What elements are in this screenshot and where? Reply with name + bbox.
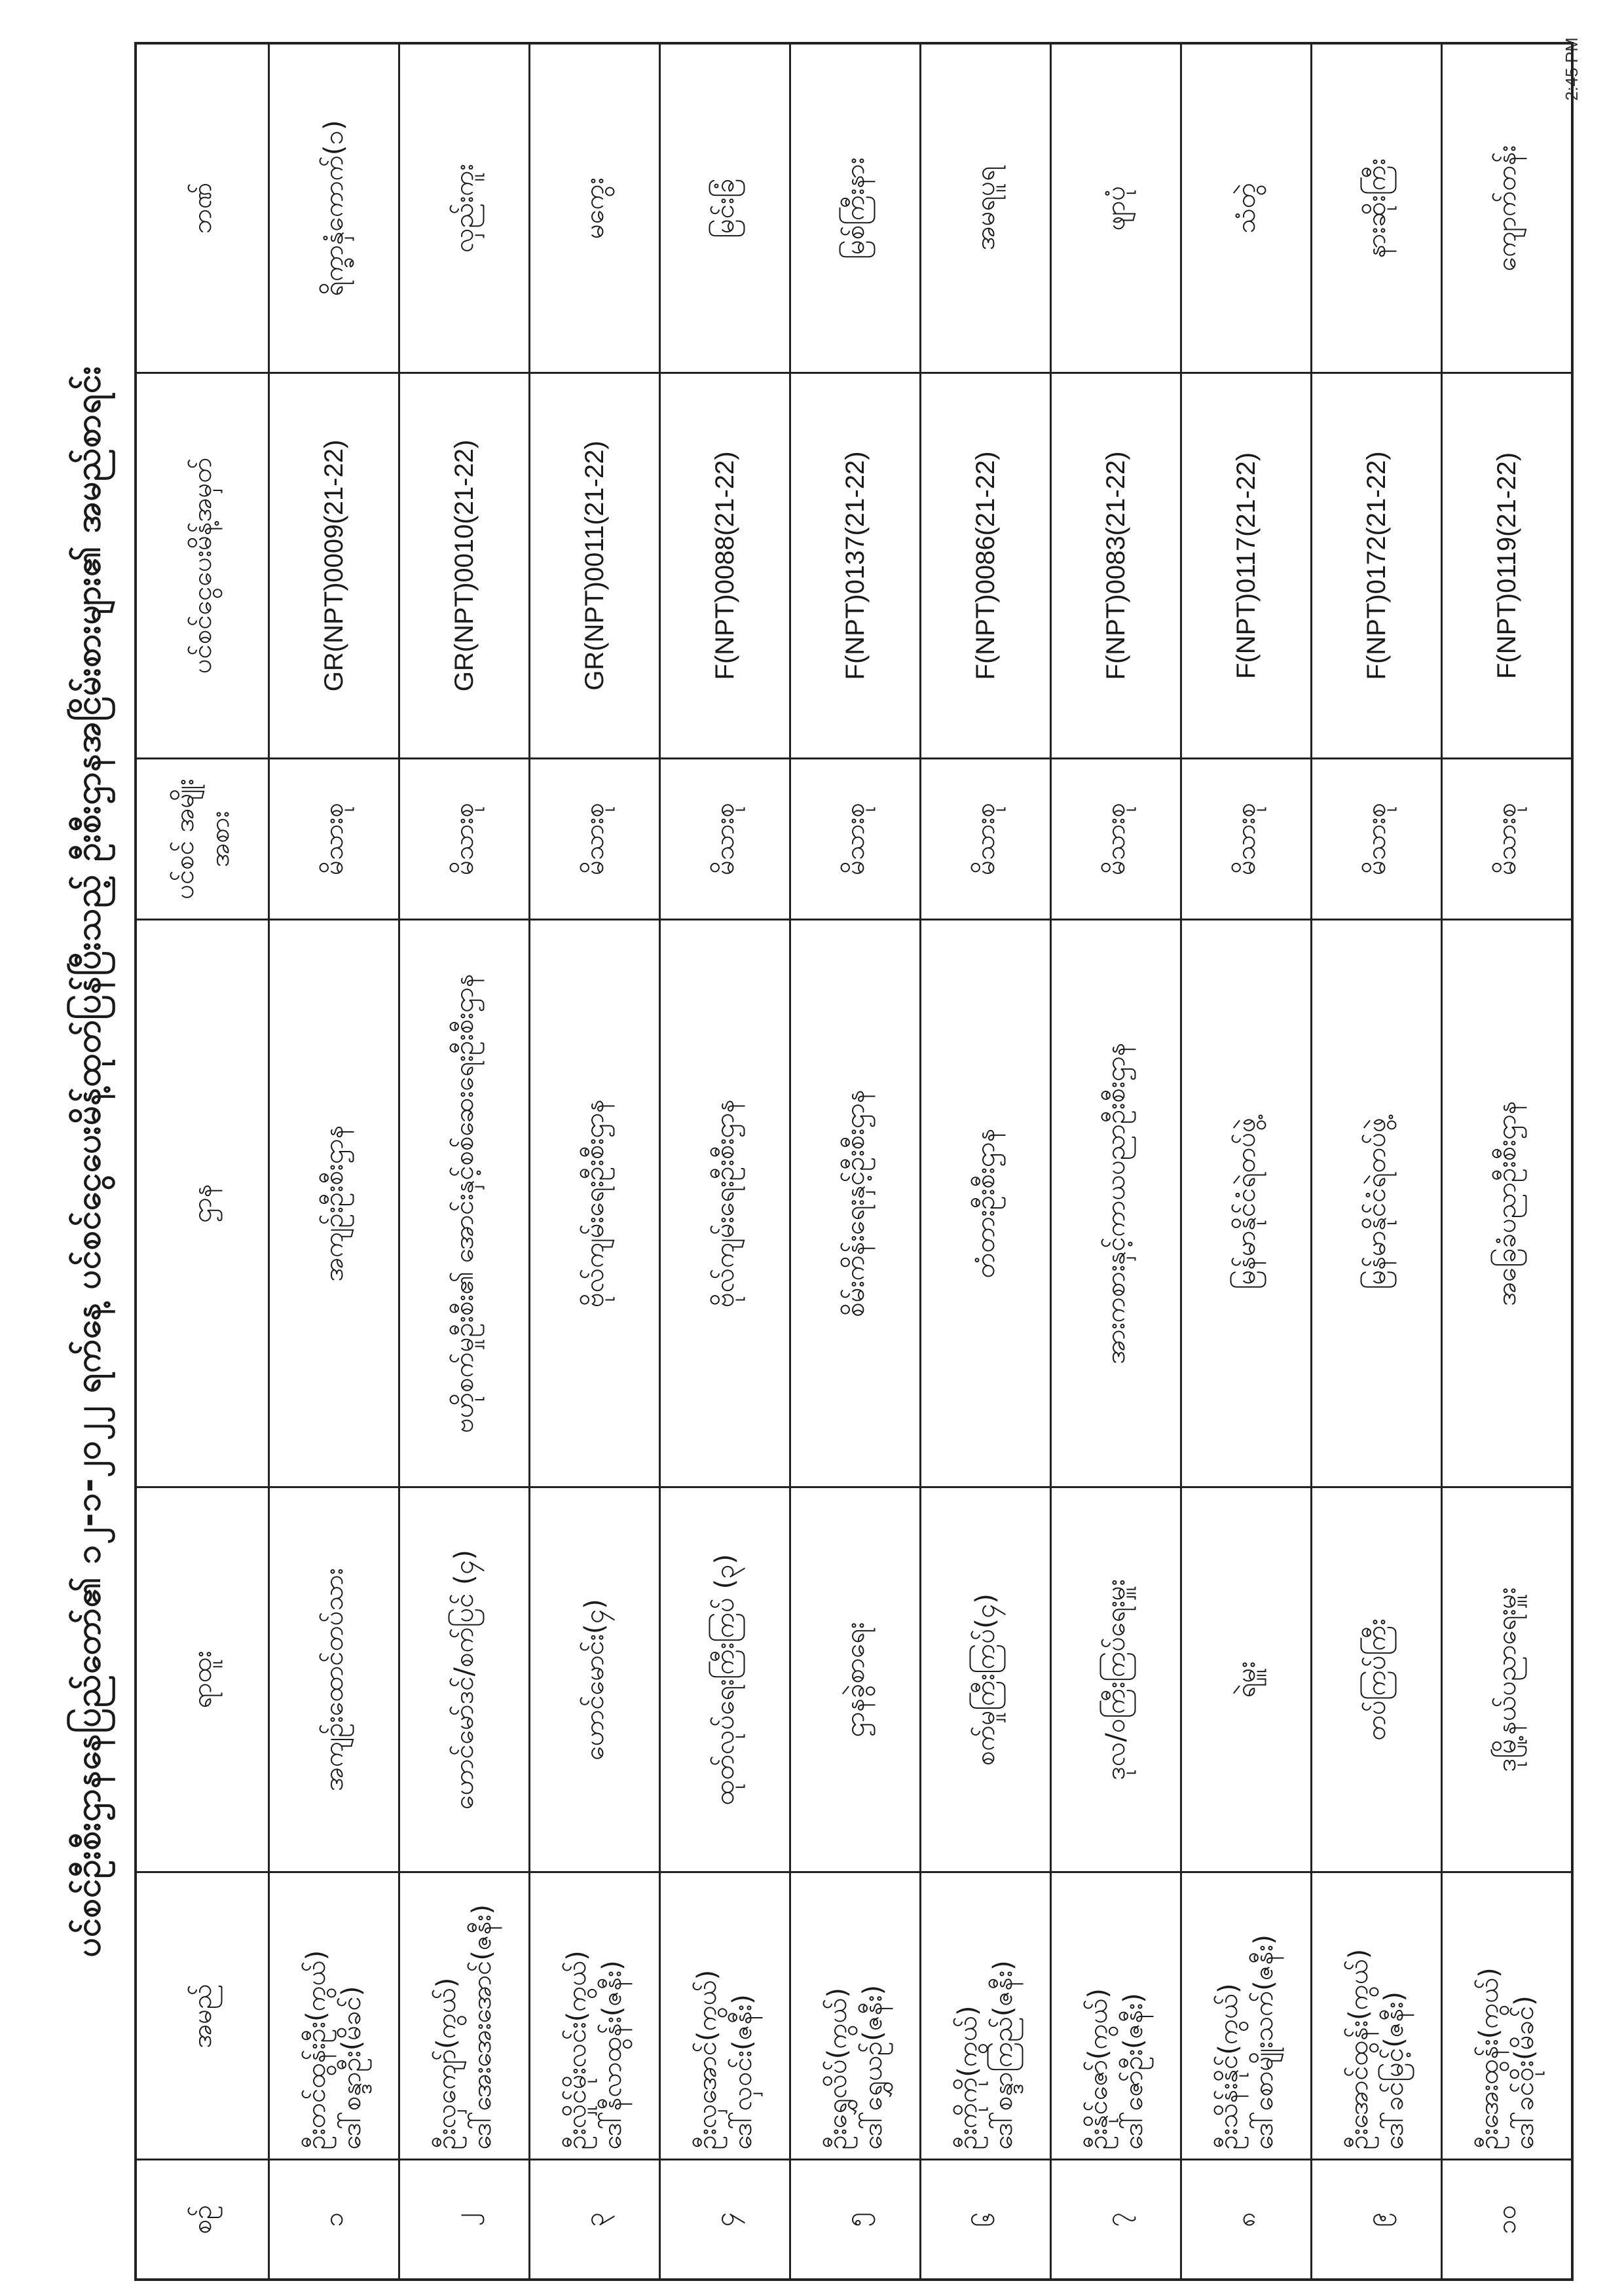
cell-type: မိသားစု xyxy=(530,758,660,920)
cell-rank: တပ်ကြပ်ကြီး xyxy=(1312,1487,1442,1872)
cell-no: ၄ xyxy=(660,2159,790,2279)
table-row xyxy=(790,43,921,2280)
header-dept: ဌာန xyxy=(136,919,269,1486)
cell-no: ၅ xyxy=(790,2159,921,2279)
cell-place: သံတွဲ xyxy=(1181,43,1312,373)
cell-dept: မြန်မာနိုင်ငံရဲတပ်ဖွဲ့ xyxy=(1312,919,1442,1486)
name-primary: ဦးရွှေလိပ်(ကွယ်) xyxy=(822,1987,853,2149)
cell-dept: အားကစားနှင့်ကာယပညာဦးစီးဌာန xyxy=(1051,919,1181,1486)
name-primary: ဦးလှိုင်မိုးလင်း(ကွယ်) xyxy=(562,1950,592,2149)
cell-name xyxy=(660,1872,790,2159)
cell-reg: F(NPT)0137(21-22) xyxy=(790,373,921,758)
cell-place: မကွေး xyxy=(530,43,660,373)
cell-place: ကျောက်တန်း xyxy=(1442,43,1573,373)
cell-type: မိသားစု xyxy=(1312,758,1442,920)
cell-rank: ဌာနခွဲစာရေး xyxy=(790,1487,921,1872)
cell-rank: ထုတ်လုပ်ရေးကြီးကြပ် (၃) xyxy=(660,1487,790,1872)
cell-place: နားဆိုးကြီး xyxy=(1312,43,1442,373)
cell-no: ၁၀ xyxy=(1442,2159,1573,2279)
cell-place: ဖျာပုံ xyxy=(1051,43,1181,373)
header-name: အမည် xyxy=(136,1872,269,2159)
name-secondary: ဒေါ်စန္ဒာကြည်(ဇနီး) xyxy=(988,1959,1018,2149)
cell-reg: F(NPT)0172(21-22) xyxy=(1312,373,1442,758)
cell-reg: F(NPT)0119(21-22) xyxy=(1442,373,1573,758)
name-secondary: ဒေါ်ဇော်ဦး(ဇနီး) xyxy=(1118,1992,1149,2149)
table-row xyxy=(660,43,790,2280)
name-secondary: ဒေါ်အေးအေးအောင်(ဇနီး) xyxy=(467,1904,497,2149)
cell-no: ၉ xyxy=(1312,2159,1442,2279)
name-secondary: ဒေါ်ခင်ဝိုး(မိခင်) xyxy=(1509,1995,1540,2149)
header-place: ဘဏ် xyxy=(136,43,269,373)
cell-dept: အကျဉ်းဦးစီးဌာန xyxy=(269,919,399,1486)
cell-place: ရိက္ခာနှံကောက်(၁) xyxy=(269,43,399,373)
cell-rank: အကျဉ်းထောင်တပ်သား xyxy=(269,1487,399,1872)
table-row xyxy=(530,43,660,2280)
cell-reg: GR(NPT)0010(21-22) xyxy=(399,373,530,758)
table-row xyxy=(1181,43,1312,2280)
table-row xyxy=(1312,43,1442,2280)
cell-type: မိသားစု xyxy=(660,758,790,920)
name-primary: ဦးအောင်ထွန်း(ကွယ်) xyxy=(1344,1948,1374,2149)
cell-type: မိသားစု xyxy=(1181,758,1312,920)
table-row xyxy=(1442,43,1573,2280)
name-primary: ဦးနိုင်ဇော်(ကွယ်) xyxy=(1083,1988,1113,2149)
cell-type: မိသားစု xyxy=(921,758,1051,920)
name-primary: ဦးအေးထွန်း(ကွယ်) xyxy=(1474,1967,1504,2149)
cell-name xyxy=(1442,1872,1573,2159)
cell-type: မိသားစု xyxy=(790,758,921,920)
rotated-document xyxy=(49,42,1608,2281)
cell-name xyxy=(790,1872,921,2159)
header-reg: ပင်စင်ငွေပေးမိန့်အမှတ် xyxy=(136,373,269,758)
header-rank: ရာထူး xyxy=(136,1487,269,1872)
name-secondary: ဒေါ်ခင်မြင့်(ဇနီး) xyxy=(1379,1991,1409,2149)
cell-type: မိသားစု xyxy=(399,758,530,920)
cell-dept: ဗဟိုစက်မှုဦးစီး၏ အောင်းနှင့်စစ်ဆေးရေးဦးစီးဌာန xyxy=(399,919,530,1486)
cell-reg: GR(NPT)0009(21-22) xyxy=(269,373,399,758)
table-row xyxy=(921,43,1051,2280)
cell-reg: F(NPT)0083(21-22) xyxy=(1051,373,1181,758)
cell-place: အမရပူရ xyxy=(921,43,1051,373)
name-primary: ဦးလှအောင်(ကွယ်) xyxy=(692,1969,722,2149)
name-secondary: ဒေါ်နီလာထွန်း(ဇနီး) xyxy=(597,1959,627,2149)
cell-no: ၆ xyxy=(921,2159,1051,2279)
cell-reg: F(NPT)0117(21-22) xyxy=(1181,373,1312,758)
header-no: စဉ် xyxy=(136,2159,269,2279)
cell-name xyxy=(921,1872,1051,2159)
cell-type: မိသားစု xyxy=(1051,758,1181,920)
table-row xyxy=(399,43,530,2280)
pension-table xyxy=(134,42,1574,2281)
cell-dept: မြန်မာနိုင်ငံရဲတပ်ဖွဲ့ xyxy=(1181,919,1312,1486)
table-row xyxy=(269,43,399,2280)
cell-no: ၇ xyxy=(1051,2159,1181,2279)
timestamp-text: 2:45 PM xyxy=(1561,37,1581,101)
cell-place: မြင်းခြံ xyxy=(660,43,790,373)
document-title: ပင်စင်ဦးစီးဌာနနေပြည်တော်၏ ၁၂-၁-၂၀၂၂ ရက်နေ့ ပင်စင်ငွေပေးမိန့်ထုတ်ပြန်ပြီးသည့် ဦးစီးဌာနအငြိမ်းစားများ၏ အမည်စာရင်း xyxy=(69,365,108,1958)
name-secondary: ဒေါ်စောမျိုးသက်(ဇနီး) xyxy=(1249,1934,1279,2149)
cell-dept: ဗိုလ်ကျမ်းရေးဦးစီးဌာန xyxy=(660,919,790,1486)
cell-reg: F(NPT)0086(21-22) xyxy=(921,373,1051,758)
cell-type: မိသားစု xyxy=(1442,758,1573,920)
cell-rank: ဒုမြို့နယ်ပညာရေးမှူး xyxy=(1442,1487,1573,1872)
cell-no: ၁ xyxy=(269,2159,399,2279)
cell-reg: GR(NPT)0011(21-22) xyxy=(530,373,660,758)
cell-rank: ဒုလ/ဝကြီးကြပ်ရေးမှူး xyxy=(1051,1487,1181,1872)
cell-rank: ဟောင်မော်ဒင်/စက်ပြင် (၄) xyxy=(399,1487,530,1872)
cell-place: မြစ်ကြီးနား xyxy=(790,43,921,373)
name-secondary: ဒေါ်ရွှေယဉ်(ဇနီး) xyxy=(858,1984,888,2149)
cell-reg: F(NPT)0088(21-22) xyxy=(660,373,790,758)
cell-type: မိသားစု xyxy=(269,758,399,920)
table-header-row xyxy=(136,43,269,2280)
name-primary: ဦးသိန်းနိုင်(ကွယ်) xyxy=(1213,1982,1244,2149)
cell-no: ၃ xyxy=(530,2159,660,2279)
name-secondary: ဒေါ်စန္ဒာဦး(မိခင်) xyxy=(337,1986,367,2149)
cell-dept: ဗိုလ်ကျမ်းရေးဦးစီးဌာန xyxy=(530,919,660,1486)
cell-name xyxy=(399,1872,530,2159)
name-primary: ဦးကိုကို(ကွယ်) xyxy=(953,2005,983,2149)
cell-dept: အခြေခံပညာဦးစီးဌာန xyxy=(1442,919,1573,1486)
document-page xyxy=(33,26,1624,2296)
table-row xyxy=(1051,43,1181,2280)
header-type: ပင်စင် အမျိုးအစား xyxy=(136,758,269,920)
name-secondary: ဒေါ်လှဝင်း(ဇနီး) xyxy=(728,1994,758,2149)
cell-rank: စက်မှုကြီးကြပ်(၄) xyxy=(921,1487,1051,1872)
cell-name xyxy=(1312,1872,1442,2159)
cell-dept: တံတားဦးစီးဌာန xyxy=(921,919,1051,1486)
cell-place: လှည်းကူး xyxy=(399,43,530,373)
cell-rank: ရဲမှူး xyxy=(1181,1487,1312,1872)
cell-no: ၈ xyxy=(1181,2159,1312,2279)
cell-rank: ဟောင်မောင်း(၄) xyxy=(530,1487,660,1872)
cell-no: ၂ xyxy=(399,2159,530,2279)
name-primary: ဦးတင်ထွန်းဦး(ကွယ်) xyxy=(301,1950,331,2149)
cell-name xyxy=(1051,1872,1181,2159)
name-primary: ဦးလှကျော်(ကွယ်) xyxy=(432,1977,462,2149)
cell-name xyxy=(1181,1872,1312,2159)
cell-name xyxy=(530,1872,660,2159)
cell-dept: စိမ်းကိန်းရေးနှင့်ဦးစီးဌာန xyxy=(790,919,921,1486)
cell-name xyxy=(269,1872,399,2159)
